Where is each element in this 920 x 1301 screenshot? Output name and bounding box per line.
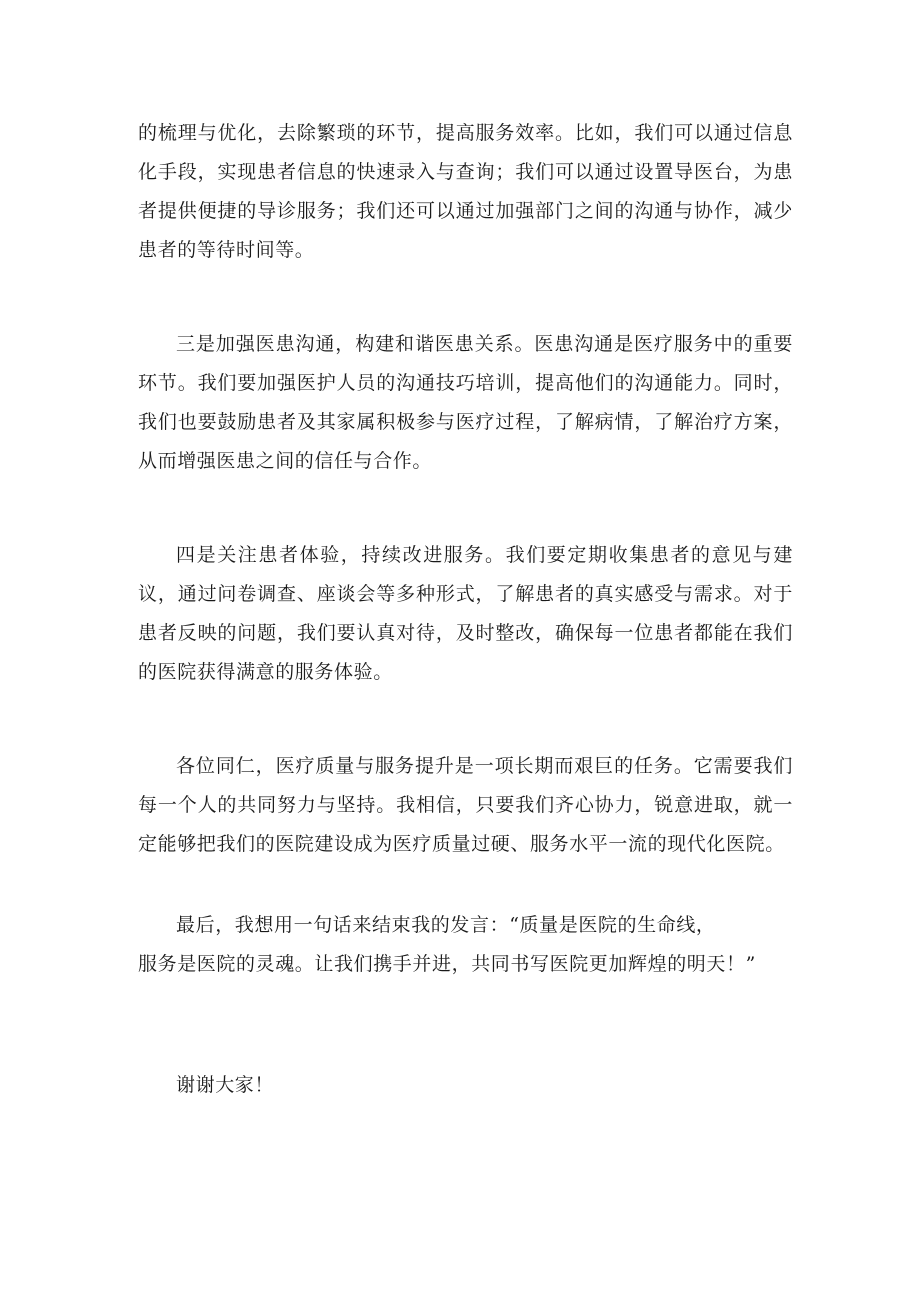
paragraph-colleagues: 各位同仁，医疗质量与服务提升是一项长期而艰巨的任务。它需要我们每一个人的共同努力与坚持。我相信，只要我们齐心协力，锐意进取，就一定能够把我们的医院建设成为医疗质量过硬、服务水平一流的现代化医院。 (138, 755, 793, 855)
thanks-line: 谢谢大家！ (176, 1074, 275, 1096)
paragraph-patient-experience: 四是关注患者体验，持续改进服务。我们要定期收集患者的意见与建议，通过问卷调查、座谈会等多种形式，了解患者的真实感受与需求。对于患者反映的问题，我们要认真对待，及时整改，确保每一位患者都能在我们的医院获得满意的服务体验。 (138, 544, 793, 683)
paragraph-communication: 三是加强医患沟通，构建和谐医患关系。医患沟通是医疗服务中的重要环节。我们要加强医护人员的沟通技巧培训，提高他们的沟通能力。同时，我们也要鼓励患者及其家属积极参与医疗过程，了解病情，了解治疗方案，从而增强医患之间的信任与合作。 (138, 333, 793, 472)
closing-paragraph (138, 906, 793, 984)
paragraph-continuation: 的梳理与优化，去除繁琐的环节，提高服务效率。比如，我们可以通过信息化手段，实现患者信息的快速录入与查询；我们可以通过设置导医台，为患者提供便捷的导诊服务；我们还可以通过加强部门之间的沟通与协作，减少患者的等待时间等。 (138, 122, 793, 261)
closing-line-1: 最后，我想用一句话来结束我的发言：“质量是医院的生命线， (176, 914, 716, 936)
closing-line-2: 服务是医院的灵魂。让我们携手并进，共同书写医院更加辉煌的明天！” (138, 953, 756, 975)
